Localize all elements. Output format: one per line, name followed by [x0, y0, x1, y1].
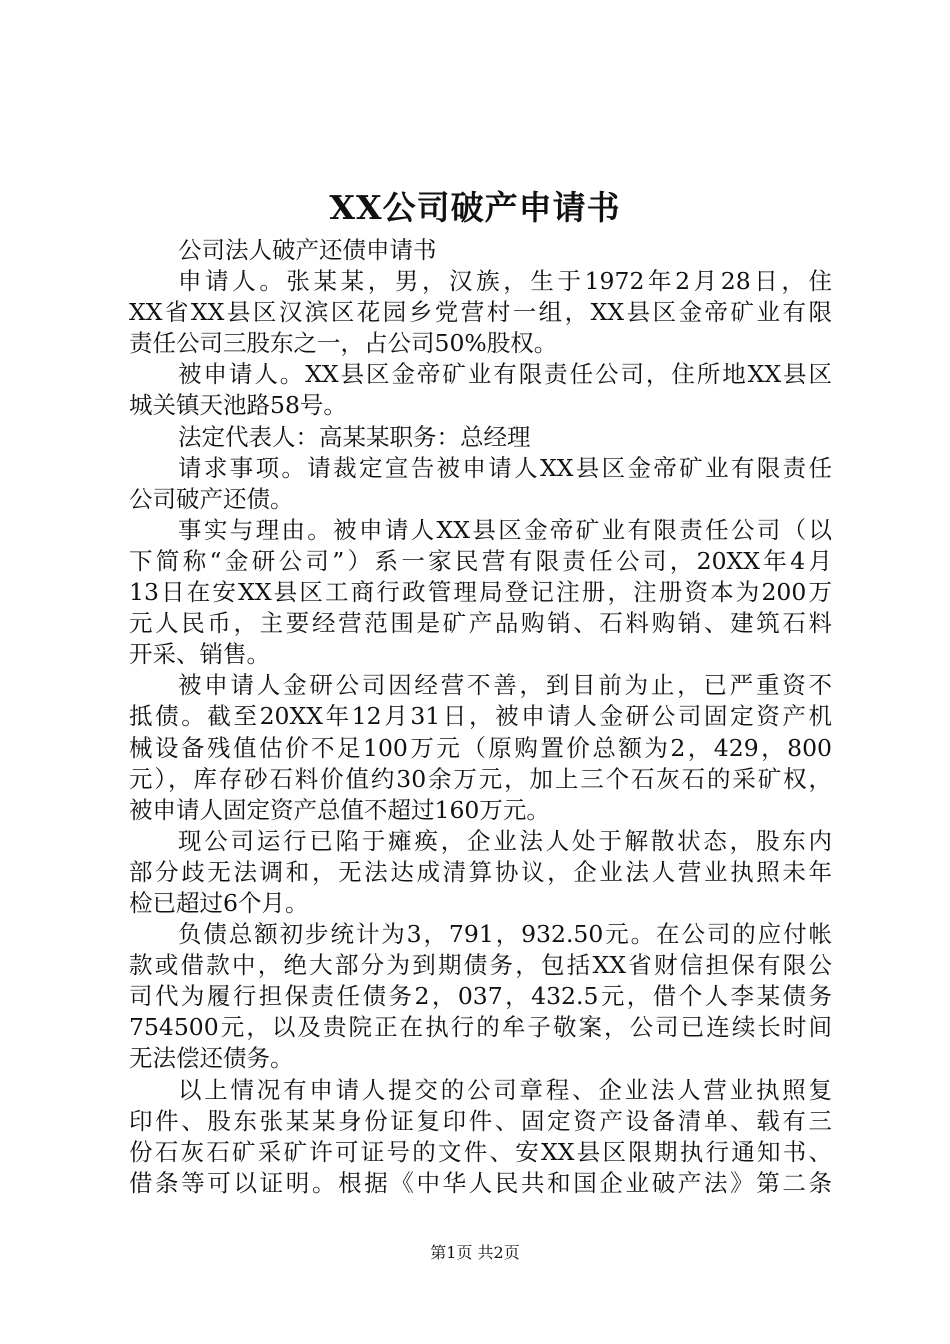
text-line: 元人民币，主要经营范围是矿产品购销、石料购销、建筑石料: [129, 609, 832, 638]
text-line: 抵债。截至20XX年12月31日，被申请人金研公司固定资产机: [129, 702, 832, 731]
text-line: 司代为履行担保责任债务2，037，432.5元，借个人李某债务: [129, 982, 832, 1011]
text-line: 元），库存砂石料价值约30余万元，加上三个石灰石的采矿权，: [129, 764, 832, 793]
text-line: 借条等可以证明。根据《中华人民共和国企业破产法》第二条: [129, 1168, 832, 1197]
text-line: 检已超过6个月。: [129, 888, 309, 917]
text-line: 法定代表人：高某某职务：总经理: [178, 422, 531, 451]
page-footer: 第1页 共2页: [430, 1243, 520, 1262]
text-line: 份石灰石矿采矿许可证号的文件、安XX县区限期执行通知书、: [129, 1137, 832, 1166]
text-line: 被申请人。XX县区金帝矿业有限责任公司，住所地XX县区: [178, 360, 832, 389]
text-line: 责任公司三股东之一，占公司50%股权。: [129, 329, 558, 358]
text-line: 负债总额初步统计为3，791，932.50元。在公司的应付帐: [178, 920, 832, 949]
text-line: 现公司运行已陷于瘫痪，企业法人处于解散状态，股东内: [178, 826, 832, 855]
text-line: 754500元，以及贵院正在执行的牟子敬案，公司已连续长时间: [129, 1013, 832, 1042]
text-line: 请求事项。请裁定宣告被申请人XX县区金帝矿业有限责任: [178, 453, 832, 482]
text-line: 城关镇天池路58号。: [129, 391, 347, 420]
text-line: 公司破产还债。: [129, 484, 294, 513]
text-line: 款或借款中，绝大部分为到期债务，包括XX省财信担保有限公: [129, 951, 832, 980]
text-line: 械设备残值估价不足100万元（原购置价总额为2，429，800: [129, 733, 832, 762]
text-line: 事实与理由。被申请人XX县区金帝矿业有限责任公司（以: [178, 515, 832, 544]
text-line: 被申请人金研公司因经营不善，到目前为止，已严重资不: [178, 671, 832, 700]
text-line: 无法偿还债务。: [129, 1044, 294, 1073]
text-line: 被申请人固定资产总值不超过160万元。: [129, 795, 550, 824]
text-line: XX省XX县区汉滨区花园乡党营村一组，XX县区金帝矿业有限: [129, 298, 832, 327]
text-line: 申请人。张某某，男，汉族，生于1972年2月28日，住: [178, 267, 832, 296]
text-line: 部分歧无法调和，无法达成清算协议，企业法人营业执照未年: [129, 857, 832, 886]
text-line: 开采、销售。: [129, 640, 270, 669]
text-line: 以上情况有申请人提交的公司章程、企业法人营业执照复: [178, 1075, 832, 1104]
text-line: 印件、股东张某某身份证复印件、固定资产设备清单、载有三: [129, 1106, 832, 1135]
document-body: [129, 235, 832, 1199]
text-line: 下简称“金研公司”）系一家民营有限责任公司，20XX年4月: [129, 546, 832, 575]
document-title: XX公司破产申请书: [329, 188, 621, 227]
text-line: 公司法人破产还债申请书: [178, 236, 437, 264]
text-line: 13日在安XX县区工商行政管理局登记注册，注册资本为200万: [129, 578, 832, 607]
